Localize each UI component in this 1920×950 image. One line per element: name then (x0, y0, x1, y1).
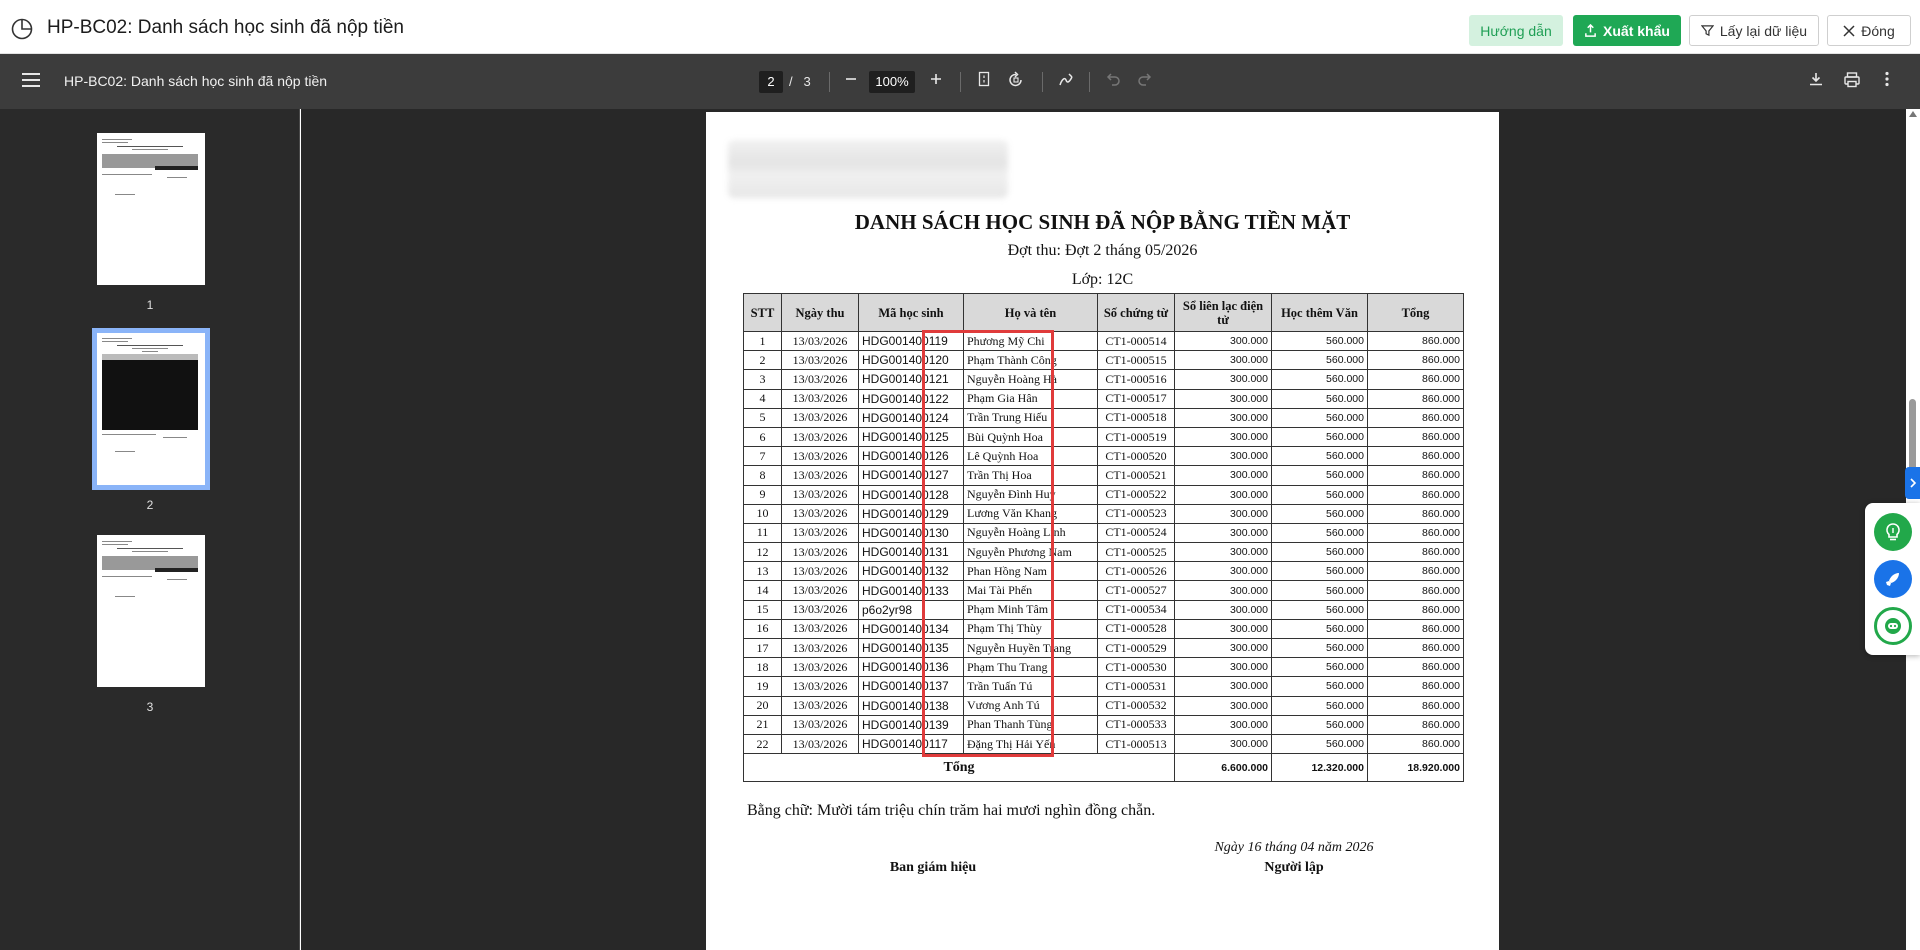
cell-student-code: HDG001400130 (859, 523, 964, 542)
cell-total: 860.000 (1368, 332, 1464, 351)
cell-student-code: HDG001400129 (859, 504, 964, 523)
redo-icon[interactable] (1134, 71, 1156, 93)
cell-date: 13/03/2026 (782, 658, 859, 677)
table-row (744, 389, 1464, 408)
cell-voucher: CT1-000523 (1098, 504, 1175, 523)
cell-stt: 22 (744, 734, 782, 753)
cell-voucher: CT1-000519 (1098, 427, 1175, 446)
cell-date: 13/03/2026 (782, 696, 859, 715)
cell-total: 860.000 (1368, 600, 1464, 619)
cell-extra-class: 560.000 (1272, 639, 1368, 658)
cell-full-name: Phan Hồng Nam (964, 562, 1098, 581)
download-icon[interactable] (1805, 71, 1827, 93)
cell-date: 13/03/2026 (782, 427, 859, 446)
cell-stt: 4 (744, 389, 782, 408)
cell-student-code: HDG001400132 (859, 562, 964, 581)
toolbar-divider (829, 72, 830, 92)
app-header (0, 0, 1920, 54)
toolbar-divider (960, 72, 961, 92)
header-full-name: Họ và tên (964, 294, 1098, 332)
cell-extra-class: 560.000 (1272, 389, 1368, 408)
signature-date: Ngày 16 tháng 04 năm 2026 (1214, 840, 1374, 855)
close-icon (1843, 25, 1855, 37)
cell-date: 13/03/2026 (782, 504, 859, 523)
cell-total: 860.000 (1368, 351, 1464, 370)
cell-full-name: Nguyễn Đình Huy (964, 485, 1098, 504)
cell-student-code: HDG001400122 (859, 389, 964, 408)
cell-total: 860.000 (1368, 408, 1464, 427)
toolbar-divider (1042, 72, 1043, 92)
header-student-code: Mã học sinh (859, 294, 964, 332)
table-row (744, 600, 1464, 619)
total-extra: 12.320.000 (1272, 754, 1368, 782)
cell-student-code: HDG001400134 (859, 619, 964, 638)
cell-full-name: Trần Tuấn Tú (964, 677, 1098, 696)
cell-contact-book: 300.000 (1175, 485, 1272, 504)
cell-full-name: Nguyễn Hoàng Linh (964, 523, 1098, 542)
page-thumbnail-1[interactable] (97, 133, 205, 285)
cell-student-code: HDG001400138 (859, 696, 964, 715)
table-body (744, 332, 1464, 754)
cell-date: 13/03/2026 (782, 543, 859, 562)
cell-stt: 1 (744, 332, 782, 351)
cell-extra-class: 560.000 (1272, 543, 1368, 562)
table-row (744, 370, 1464, 389)
total-pages: 3 (803, 74, 811, 89)
guide-button[interactable] (1469, 15, 1563, 46)
page-number-input[interactable]: 2 (759, 71, 783, 93)
cell-full-name: Phạm Thu Trang (964, 658, 1098, 677)
cell-date: 13/03/2026 (782, 466, 859, 485)
reload-data-button[interactable] (1689, 15, 1819, 46)
table-row (744, 408, 1464, 427)
pdf-toolbar (0, 54, 1920, 109)
thumbnail-label-2: 2 (146, 498, 154, 512)
cell-total: 860.000 (1368, 677, 1464, 696)
cell-stt: 15 (744, 600, 782, 619)
cell-total: 860.000 (1368, 658, 1464, 677)
cell-extra-class: 560.000 (1272, 351, 1368, 370)
cell-total: 860.000 (1368, 523, 1464, 542)
cell-contact-book: 300.000 (1175, 543, 1272, 562)
cell-voucher: CT1-000525 (1098, 543, 1175, 562)
cell-extra-class: 560.000 (1272, 696, 1368, 715)
cell-voucher: CT1-000528 (1098, 619, 1175, 638)
cell-extra-class: 560.000 (1272, 332, 1368, 351)
cell-contact-book: 300.000 (1175, 600, 1272, 619)
header-stt: STT (744, 294, 782, 332)
print-icon[interactable] (1841, 71, 1863, 93)
table-row (744, 677, 1464, 696)
lightbulb-icon[interactable] (1874, 513, 1912, 551)
cell-date: 13/03/2026 (782, 639, 859, 658)
filter-icon (1701, 24, 1714, 37)
cell-stt: 9 (744, 485, 782, 504)
chevron-right-icon[interactable] (1905, 467, 1920, 499)
more-vert-icon[interactable] (1876, 71, 1898, 93)
cell-date: 13/03/2026 (782, 715, 859, 734)
cell-contact-book: 300.000 (1175, 523, 1272, 542)
redacted-school-header (728, 140, 1008, 198)
cell-stt: 20 (744, 696, 782, 715)
pie-chart-icon (10, 17, 34, 41)
table-row (744, 734, 1464, 753)
cell-voucher: CT1-000526 (1098, 562, 1175, 581)
cell-total: 860.000 (1368, 639, 1464, 658)
table-row (744, 351, 1464, 370)
cell-total: 860.000 (1368, 619, 1464, 638)
cell-contact-book: 300.000 (1175, 408, 1272, 427)
close-button-label: Đóng (1861, 22, 1895, 39)
table-row (744, 466, 1464, 485)
zoom-input[interactable]: 100% (869, 71, 915, 93)
table-row (744, 562, 1464, 581)
table-row (744, 427, 1464, 446)
table-row (744, 504, 1464, 523)
thumbnail-sidebar (0, 109, 300, 950)
cell-contact-book: 300.000 (1175, 677, 1272, 696)
cell-full-name: Lê Quỳnh Hoa (964, 447, 1098, 466)
cell-date: 13/03/2026 (782, 581, 859, 600)
page-count (789, 74, 811, 89)
cell-date: 13/03/2026 (782, 523, 859, 542)
cell-contact-book: 300.000 (1175, 734, 1272, 753)
undo-icon[interactable] (1102, 71, 1124, 93)
cell-contact-book: 300.000 (1175, 696, 1272, 715)
chat-bot-icon[interactable] (1874, 607, 1912, 645)
cell-contact-book: 300.000 (1175, 715, 1272, 734)
cell-date: 13/03/2026 (782, 562, 859, 581)
cell-voucher: CT1-000532 (1098, 696, 1175, 715)
cell-student-code: HDG001400119 (859, 332, 964, 351)
table-row (744, 639, 1464, 658)
cell-voucher: CT1-000531 (1098, 677, 1175, 696)
cell-student-code: HDG001400139 (859, 715, 964, 734)
cell-full-name: Trần Trung Hiếu (964, 408, 1098, 427)
cell-contact-book: 300.000 (1175, 581, 1272, 600)
cell-contact-book: 300.000 (1175, 504, 1272, 523)
cell-student-code: HDG001400127 (859, 466, 964, 485)
amount-in-words: Bằng chữ: Mười tám triệu chín trăm hai mươi nghìn đồng chẵn. (747, 802, 1156, 819)
cell-extra-class: 560.000 (1272, 427, 1368, 446)
cell-voucher: CT1-000514 (1098, 332, 1175, 351)
cell-student-code: HDG001400136 (859, 658, 964, 677)
total-label: Tổng (744, 754, 1175, 782)
cell-student-code: HDG001400128 (859, 485, 964, 504)
table-row (744, 696, 1464, 715)
cell-stt: 18 (744, 658, 782, 677)
cell-date: 13/03/2026 (782, 351, 859, 370)
annotate-icon[interactable] (1055, 71, 1077, 93)
total-contact: 6.600.000 (1175, 754, 1272, 782)
cell-total: 860.000 (1368, 734, 1464, 753)
table-header-row (744, 294, 1464, 332)
cell-date: 13/03/2026 (782, 408, 859, 427)
cell-stt: 11 (744, 523, 782, 542)
cell-extra-class: 560.000 (1272, 562, 1368, 581)
cell-voucher: CT1-000515 (1098, 351, 1175, 370)
cell-stt: 17 (744, 639, 782, 658)
cell-stt: 13 (744, 562, 782, 581)
cell-total: 860.000 (1368, 504, 1464, 523)
table-row (744, 485, 1464, 504)
cell-voucher: CT1-000530 (1098, 658, 1175, 677)
cell-date: 13/03/2026 (782, 389, 859, 408)
table-row (744, 523, 1464, 542)
cell-extra-class: 560.000 (1272, 523, 1368, 542)
report-period: Đợt thu: Đợt 2 tháng 05/2026 (1007, 242, 1198, 259)
export-button[interactable] (1573, 15, 1681, 46)
cell-contact-book: 300.000 (1175, 370, 1272, 389)
cell-extra-class: 560.000 (1272, 466, 1368, 485)
cell-date: 13/03/2026 (782, 619, 859, 638)
cell-extra-class: 560.000 (1272, 485, 1368, 504)
cell-contact-book: 300.000 (1175, 658, 1272, 677)
cell-extra-class: 560.000 (1272, 658, 1368, 677)
cell-stt: 5 (744, 408, 782, 427)
table-row (744, 658, 1464, 677)
cell-full-name: Phương Mỹ Chi (964, 332, 1098, 351)
cell-voucher: CT1-000518 (1098, 408, 1175, 427)
cell-voucher: CT1-000522 (1098, 485, 1175, 504)
cell-student-code: HDG001400120 (859, 351, 964, 370)
fit-page-icon[interactable] (973, 71, 995, 93)
cell-date: 13/03/2026 (782, 677, 859, 696)
pdf-page (706, 112, 1499, 950)
cell-stt: 7 (744, 447, 782, 466)
cell-date: 13/03/2026 (782, 332, 859, 351)
cell-stt: 12 (744, 543, 782, 562)
cell-full-name: Trần Thị Hoa (964, 466, 1098, 485)
cell-student-code: HDG001400125 (859, 427, 964, 446)
cell-date: 13/03/2026 (782, 447, 859, 466)
cell-full-name: Bùi Quỳnh Hoa (964, 427, 1098, 446)
cell-full-name: Phạm Gia Hân (964, 389, 1098, 408)
header-voucher: Số chứng từ (1098, 294, 1175, 332)
rotate-icon[interactable] (1005, 71, 1027, 93)
cell-stt: 14 (744, 581, 782, 600)
header-extra-class: Học thêm Văn (1272, 294, 1368, 332)
page-thumbnail-2[interactable] (97, 333, 205, 485)
header-total: Tổng (1368, 294, 1464, 332)
cell-student-code: p6o2yr98 (859, 600, 964, 619)
thumbnail-label-1: 1 (146, 298, 154, 312)
cell-extra-class: 560.000 (1272, 734, 1368, 753)
cell-total: 860.000 (1368, 562, 1464, 581)
cell-student-code: HDG001400137 (859, 677, 964, 696)
table-row (744, 619, 1464, 638)
cell-full-name: Nguyễn Huyền Trang (964, 639, 1098, 658)
cell-voucher: CT1-000516 (1098, 370, 1175, 389)
zoom-out-icon[interactable] (840, 71, 862, 93)
cell-full-name: Vương Anh Tú (964, 696, 1098, 715)
signer-board: Ban giám hiệu (889, 860, 977, 875)
cell-voucher: CT1-000517 (1098, 389, 1175, 408)
app-title: HP-BC02: Danh sách học sinh đã nộp tiền (47, 17, 404, 38)
header-contact-book: Sổ liên lạc điện tử (1175, 294, 1272, 332)
cell-total: 860.000 (1368, 581, 1464, 600)
cell-extra-class: 560.000 (1272, 504, 1368, 523)
cell-student-code: HDG001400135 (859, 639, 964, 658)
cell-full-name: Nguyễn Phương Nam (964, 543, 1098, 562)
report-title: DANH SÁCH HỌC SINH ĐÃ NỘP BẰNG TIỀN MẶT (854, 210, 1351, 234)
table-row (744, 543, 1464, 562)
cell-contact-book: 300.000 (1175, 447, 1272, 466)
cell-stt: 21 (744, 715, 782, 734)
cell-contact-book: 300.000 (1175, 562, 1272, 581)
cell-date: 13/03/2026 (782, 734, 859, 753)
page-separator: / (789, 74, 793, 89)
menu-icon[interactable] (22, 73, 40, 89)
cell-total: 860.000 (1368, 370, 1464, 389)
cell-total: 860.000 (1368, 389, 1464, 408)
cell-stt: 6 (744, 427, 782, 446)
floating-action-panel (1865, 503, 1920, 655)
cell-total: 860.000 (1368, 543, 1464, 562)
cell-total: 860.000 (1368, 485, 1464, 504)
cell-stt: 16 (744, 619, 782, 638)
cell-date: 13/03/2026 (782, 485, 859, 504)
zoom-in-icon[interactable] (925, 71, 947, 93)
cell-voucher: CT1-000513 (1098, 734, 1175, 753)
cell-student-code: HDG001400124 (859, 408, 964, 427)
cell-voucher: CT1-000534 (1098, 600, 1175, 619)
cell-full-name: Phan Thanh Tùng (964, 715, 1098, 734)
page-thumbnail-3[interactable] (97, 535, 205, 687)
signer-creator: Người lập (1264, 860, 1324, 875)
cell-stt: 3 (744, 370, 782, 389)
cell-stt: 19 (744, 677, 782, 696)
close-button[interactable] (1827, 15, 1911, 46)
cell-full-name: Nguyễn Hoàng Hà (964, 370, 1098, 389)
cell-extra-class: 560.000 (1272, 619, 1368, 638)
cell-total: 860.000 (1368, 715, 1464, 734)
cell-student-code: HDG001400133 (859, 581, 964, 600)
table-row (744, 581, 1464, 600)
reload-data-button-label: Lấy lại dữ liệu (1719, 22, 1808, 39)
payment-table (743, 293, 1464, 782)
cell-contact-book: 300.000 (1175, 427, 1272, 446)
thumbnail-label-3: 3 (146, 700, 154, 714)
cell-contact-book: 300.000 (1175, 332, 1272, 351)
cell-student-code: HDG001400126 (859, 447, 964, 466)
header-date: Ngày thu (782, 294, 859, 332)
cell-voucher: CT1-000521 (1098, 466, 1175, 485)
cell-contact-book: 300.000 (1175, 639, 1272, 658)
cell-full-name: Đặng Thị Hải Yến (964, 734, 1098, 753)
cell-full-name: Phạm Thị Thùy (964, 619, 1098, 638)
toolbar-divider (1089, 72, 1090, 92)
cell-extra-class: 560.000 (1272, 447, 1368, 466)
cell-extra-class: 560.000 (1272, 600, 1368, 619)
pdf-document-title: HP-BC02: Danh sách học sinh đã nộp tiền (64, 73, 328, 89)
cell-full-name: Phạm Thành Công (964, 351, 1098, 370)
export-button-label: Xuất khẩu (1603, 22, 1670, 39)
cell-full-name: Lương Văn Khang (964, 504, 1098, 523)
cell-full-name: Phạm Minh Tâm (964, 600, 1098, 619)
table-row (744, 715, 1464, 734)
cell-date: 13/03/2026 (782, 370, 859, 389)
cell-student-code: HDG001400117 (859, 734, 964, 753)
cell-contact-book: 300.000 (1175, 466, 1272, 485)
cell-stt: 10 (744, 504, 782, 523)
table-row (744, 447, 1464, 466)
cell-total: 860.000 (1368, 466, 1464, 485)
cell-stt: 8 (744, 466, 782, 485)
cell-contact-book: 300.000 (1175, 351, 1272, 370)
export-icon (1584, 24, 1597, 37)
total-grand: 18.920.000 (1368, 754, 1464, 782)
rocket-icon[interactable] (1874, 560, 1912, 598)
guide-button-label: Hướng dẫn (1480, 22, 1552, 39)
cell-voucher: CT1-000533 (1098, 715, 1175, 734)
table-total-row (744, 754, 1464, 782)
cell-date: 13/03/2026 (782, 600, 859, 619)
cell-extra-class: 560.000 (1272, 370, 1368, 389)
cell-contact-book: 300.000 (1175, 619, 1272, 638)
cell-total: 860.000 (1368, 427, 1464, 446)
cell-student-code: HDG001400121 (859, 370, 964, 389)
cell-voucher: CT1-000524 (1098, 523, 1175, 542)
cell-extra-class: 560.000 (1272, 677, 1368, 696)
cell-voucher: CT1-000520 (1098, 447, 1175, 466)
cell-total: 860.000 (1368, 447, 1464, 466)
cell-extra-class: 560.000 (1272, 581, 1368, 600)
table-row (744, 332, 1464, 351)
cell-voucher: CT1-000527 (1098, 581, 1175, 600)
cell-voucher: CT1-000529 (1098, 639, 1175, 658)
scroll-up-icon[interactable] (1909, 111, 1917, 117)
cell-extra-class: 560.000 (1272, 408, 1368, 427)
cell-full-name: Mai Tài Phến (964, 581, 1098, 600)
cell-student-code: HDG001400131 (859, 543, 964, 562)
cell-stt: 2 (744, 351, 782, 370)
report-class: Lớp: 12C (1071, 271, 1134, 288)
cell-contact-book: 300.000 (1175, 389, 1272, 408)
cell-total: 860.000 (1368, 696, 1464, 715)
cell-extra-class: 560.000 (1272, 715, 1368, 734)
